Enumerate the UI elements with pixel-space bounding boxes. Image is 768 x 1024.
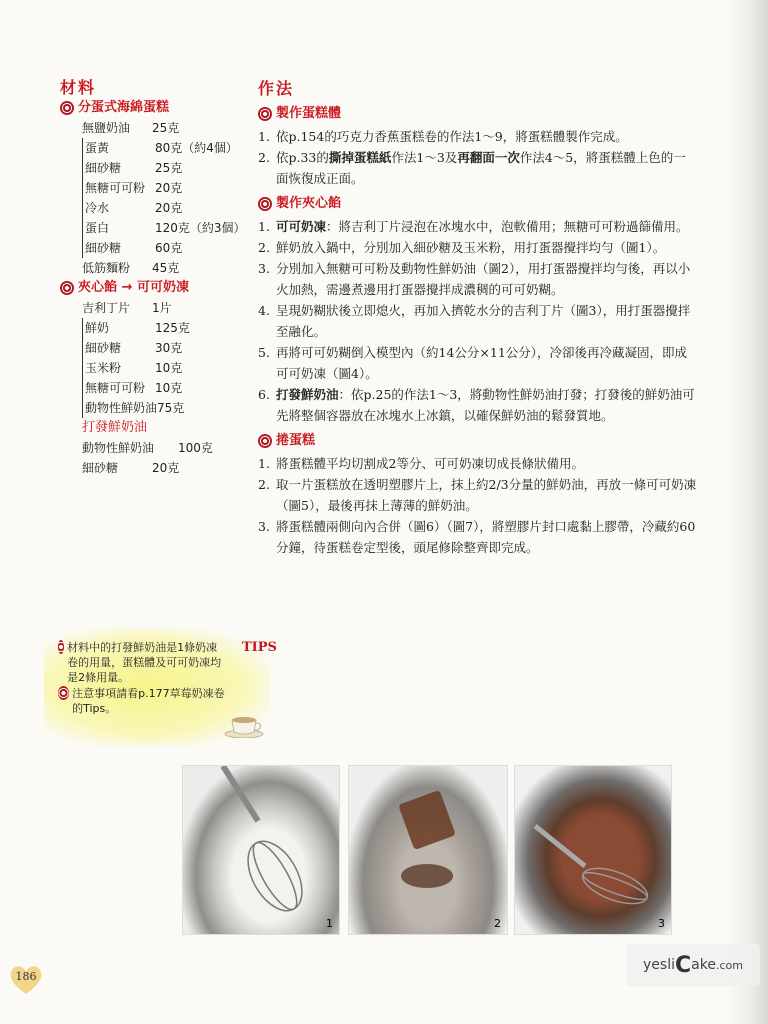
swirl-icon (258, 434, 272, 448)
ingredients-heading: 材料 (60, 78, 97, 97)
subsection-title-whipped-cream: 打發鮮奶油 (82, 420, 148, 435)
swirl-icon (60, 281, 74, 295)
step-list (258, 453, 698, 558)
section-title-cake: 製作蛋糕體 (258, 103, 698, 124)
ingredient-row: 動物性鮮奶油 75克 (85, 401, 185, 415)
swirl-icon (258, 107, 272, 121)
ingredient-group-milk (82, 318, 260, 418)
photo-number: 1 (326, 917, 333, 930)
tip-item: 材料中的打發鮮奶油是1條奶凍卷的用量，蛋糕體及可可奶凍均是2條用量。 (58, 640, 228, 685)
step-item: 2. 取一片蛋糕放在透明塑膠片上，抹上約2/3分量的鮮奶油，再放一條可可奶凍（圖5），最後再抹上薄薄的鮮奶油。 (258, 477, 697, 513)
ingredient-row: 無糖可可粉 10克 (85, 381, 183, 395)
ingredient-row: 蛋黃 80克（約4個） (85, 141, 238, 155)
step-item: 6. 打發鮮奶油：依p.25的作法1～3，將動物性鮮奶油打發；打發後的鮮奶油可先將整個容器放在冰塊水上冰鎮，以確保鮮奶油的鬆發質地。 (258, 387, 695, 423)
step-photo-1 (182, 765, 340, 935)
page-number: 186 (8, 964, 44, 996)
ingredient-row: 冷水 20克 (85, 201, 183, 215)
whisk-icon (515, 766, 671, 934)
method-column (258, 78, 698, 558)
section-title-filling-method: 製作夾心餡 (258, 193, 698, 214)
book-spine-shadow (728, 0, 768, 1024)
step-list (258, 216, 698, 426)
ingredient-row: 細砂糖 20克 (82, 461, 180, 475)
ingredients-column (60, 78, 260, 478)
step-item: 2. 依p.33的撕掉蛋糕紙作法1～3及再翻面一次作法4～5，將蛋糕體上色的一面恢復成正面。 (258, 150, 686, 186)
whisk-icon (183, 766, 339, 934)
section-title-sponge: 分蛋式海綿蛋糕 (60, 98, 260, 118)
swirl-icon (258, 197, 272, 211)
ingredient-row: 玉米粉 10克 (85, 361, 183, 375)
ingredient-row: 動物性鮮奶油 100克 (82, 441, 213, 455)
step-list (258, 126, 698, 189)
ingredient-row: 細砂糖 60克 (85, 241, 183, 255)
ingredient-row: 低筋麵粉 45克 (82, 261, 180, 275)
step-item: 1. 將蛋糕體平均切割成2等分、可可奶凍切成長條狀備用。 (258, 456, 584, 471)
step-item: 1. 可可奶凍：將吉利丁片浸泡在冰塊水中，泡軟備用；無糖可可粉過篩備用。 (258, 219, 689, 234)
tips-label: TIPS (242, 640, 277, 655)
step-item: 3. 分別加入無糖可可粉及動物性鮮奶油（圖2），用打蛋器攪拌均勻後，再以小火加熱，需邊煮邊用打蛋器攪拌成濃稠的可可奶糊。 (258, 261, 691, 297)
ingredient-row: 細砂糖 30克 (85, 341, 183, 355)
watermark: yesli C ake .com (626, 944, 760, 986)
step-photo-3 (514, 765, 672, 935)
tip-item: 注意事項請看p.177草莓奶凍卷的Tips。 (58, 686, 228, 716)
step-item: 1. 依p.154的巧克力香蕉蛋糕卷的作法1～9，將蛋糕體製作完成。 (258, 129, 628, 144)
method-heading: 作法 (258, 79, 295, 98)
step-item: 5. 再將可可奶糊倒入模型內（約14公分×11公分），冷卻後再冷藏凝固，即成可可奶凍（圖4）。 (258, 345, 688, 381)
step-item: 3. 將蛋糕體兩側向內合併（圖6）（圖7），將塑膠片封口處黏上膠帶，冷藏約60分鐘，待蛋糕卷定型後，頭尾修除整齊即完成。 (258, 519, 696, 555)
section-title-filling: 夾心餡 → 可可奶凍 (60, 278, 260, 298)
tips-box (44, 628, 277, 746)
ingredient-row: 無糖可可粉 20克 (85, 181, 183, 195)
photo-number: 3 (658, 917, 665, 930)
ingredient-group-yolk (82, 138, 260, 218)
swirl-icon (60, 101, 74, 115)
step-photo-2 (348, 765, 508, 935)
ingredient-row: 無鹽奶油 25克 (82, 121, 180, 135)
coffee-cup-icon (224, 714, 264, 738)
cocoa-cup-icon (349, 766, 507, 934)
photo-number: 2 (494, 917, 501, 930)
ingredient-group-white (82, 218, 260, 258)
swirl-icon (58, 640, 64, 654)
ingredient-row: 細砂糖 25克 (85, 161, 183, 175)
ingredient-row: 鮮奶 125克 (85, 321, 190, 335)
ingredient-row: 蛋白 120克（約3個） (85, 221, 246, 235)
step-item: 2. 鮮奶放入鍋中，分別加入細砂糖及玉米粉，用打蛋器攪拌均勻（圖1）。 (258, 240, 666, 255)
ingredient-row: 吉利丁片 1片 (82, 301, 172, 315)
step-item: 4. 呈現奶糊狀後立即熄火，再加入擠乾水分的吉利丁片（圖3），用打蛋器攪拌至融化。 (258, 303, 691, 339)
section-title-roll: 捲蛋糕 (258, 430, 698, 451)
swirl-icon (58, 686, 69, 700)
